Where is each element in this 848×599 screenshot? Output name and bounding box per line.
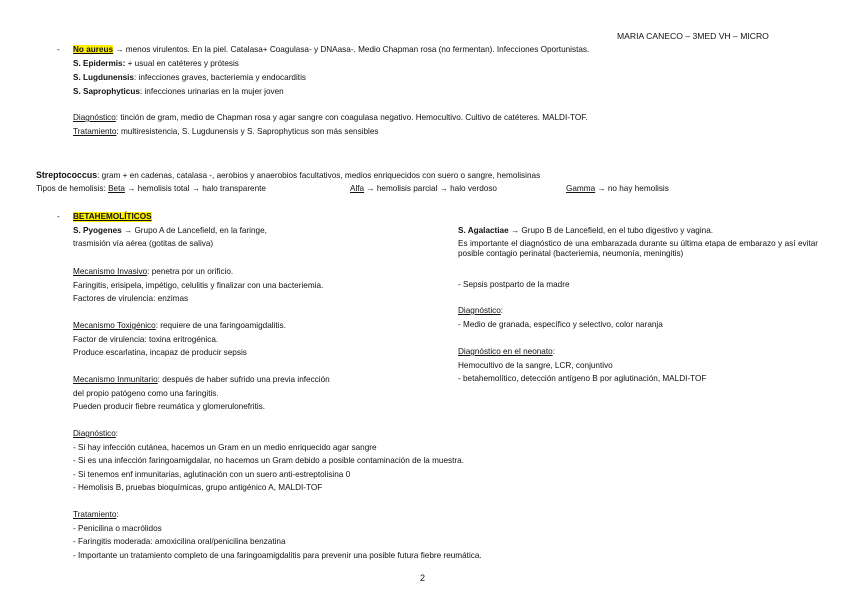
agalactiae-sepsis: - Sepsis postparto de la madre	[458, 280, 570, 289]
pyogenes-line2: trasmisión vía aérea (gotitas de saliva)	[73, 239, 214, 248]
hemolisis-types: Tipos de hemolisis: Beta → hemolisis total → halo transparente	[36, 184, 266, 193]
agalactiae-diagnostico: Diagnóstico:	[458, 306, 504, 315]
betahemoliticos-title: BETAHEMOLÍTICOS	[73, 212, 152, 221]
text-line: - Si hay infección cutánea, hacemos un Gram en un medio enriquecido agar sangre	[73, 443, 377, 452]
bullet: -	[57, 212, 60, 221]
no-aureus-text: → menos virulentos. En la piel. Catalasa+ Coagulasa- y DNAasa-. Medio Chapman rosa (no fermentan). Infecciones Oportunistas.	[113, 45, 590, 54]
mecanismo-toxigenico: Mecanismo Toxigénico: requiere de una faringoamigdalitis.	[73, 321, 286, 330]
text-line: - Importante un tratamiento completo de una faringoamigdalitis para prevenir una posible futura fiebre reumática.	[73, 551, 482, 560]
agalactiae-line: S. Agalactiae → Grupo B de Lancefield, en el tubo digestivo y vagina.	[458, 226, 714, 235]
text-line: Hemocultivo de la sangre, LCR, conjuntivo	[458, 361, 613, 370]
pyogenes-line: S. Pyogenes → Grupo A de Lancefield, en la faringe,	[73, 226, 267, 235]
no-aureus-line	[73, 45, 589, 55]
tratamiento-heading: Tratamiento:	[73, 510, 119, 519]
text-line: - Faringitis moderada: amoxicilina oral/penicilina benzatina	[73, 537, 286, 546]
mecanismo-inmunitario: Mecanismo Inmunitario: después de haber sufrido una previa infección	[73, 375, 330, 384]
text-line: Factor de virulencia: toxina eritrogénica.	[73, 335, 219, 344]
hemolisis-alfa: Alfa → hemolisis parcial → halo verdoso	[350, 184, 497, 193]
page-number: 2	[420, 573, 426, 583]
no-aureus-diagnostico: Diagnóstico: tinción de gram, medio de Chapman rosa y agar sangre con coagulasa negativo. Hemocultivo. Cultivo de catéteres. MALDI-TOF.	[73, 113, 588, 122]
text-line: del propio patógeno como una faringitis.	[73, 389, 219, 398]
list-item: S. Epidermis: + usual en catéteres y prótesis	[73, 59, 239, 68]
text-line: - Si es una infección faringoamigdalar, no hacemos un Gram debido a posible contaminación de la muestra.	[73, 456, 464, 465]
text-line: Produce escarlatina, incapaz de producir sepsis	[73, 348, 247, 357]
text-line: Factores de virulencia: enzimas	[73, 294, 189, 303]
text-line: - Penicilina o macrólidos	[73, 524, 162, 533]
text-line: - Si tenemos enf inmunitarias, aglutinación con un suero anti-estreptolisina 0	[73, 470, 351, 479]
bullet: -	[57, 45, 60, 54]
mecanismo-invasivo: Mecanismo Invasivo: penetra por un orificio.	[73, 267, 234, 276]
text-line: - Medio de granada, específico y selectivo, color naranja	[458, 320, 663, 329]
text-line: Pueden producir fiebre reumática y glomerulonefritis.	[73, 402, 266, 411]
list-item: S. Lugdunensis: infecciones graves, bacteriemia y endocarditis	[73, 73, 306, 82]
text-line: Faringitis, erisipela, impétigo, celulitis y finalizar con una bacteriemia.	[73, 281, 324, 290]
text-line: - betahemolítico, detección antígeno B por aglutinación, MALDI-TOF	[458, 374, 707, 383]
hemolisis-gamma: Gamma → no hay hemolisis	[566, 184, 669, 193]
agalactiae-paragraph: Es importante el diagnóstico de una embarazada durante su última etapa de embarazo y así evitar posible contagio perinatal (bacteriemia, neumonía, meningitis)	[458, 239, 818, 258]
no-aureus-tratamiento: Tratamiento: multiresistencia, S. Lugdunensis y S. Saprophyticus son más sensibles	[73, 127, 379, 136]
streptococcus-intro: Streptococcus: gram + en cadenas, catalasa -, aerobios y anaerobios facultativos, medios enriquecidos con suero o sangre, hemolisinas	[36, 170, 541, 180]
text-line: - Hemolisis B, pruebas bioquímicas, grupo antigénico A, MALDI-TOF	[73, 483, 323, 492]
diagnostico-neonato: Diagnóstico en el neonato:	[458, 347, 555, 356]
no-aureus-title: No aureus	[73, 45, 114, 54]
diagnostico-heading: Diagnóstico:	[73, 429, 119, 438]
page-header: MARIA CANECO – 3MED VH – MICRO	[617, 31, 769, 41]
list-item: S. Saprophyticus: infecciones urinarias en la mujer joven	[73, 87, 284, 96]
